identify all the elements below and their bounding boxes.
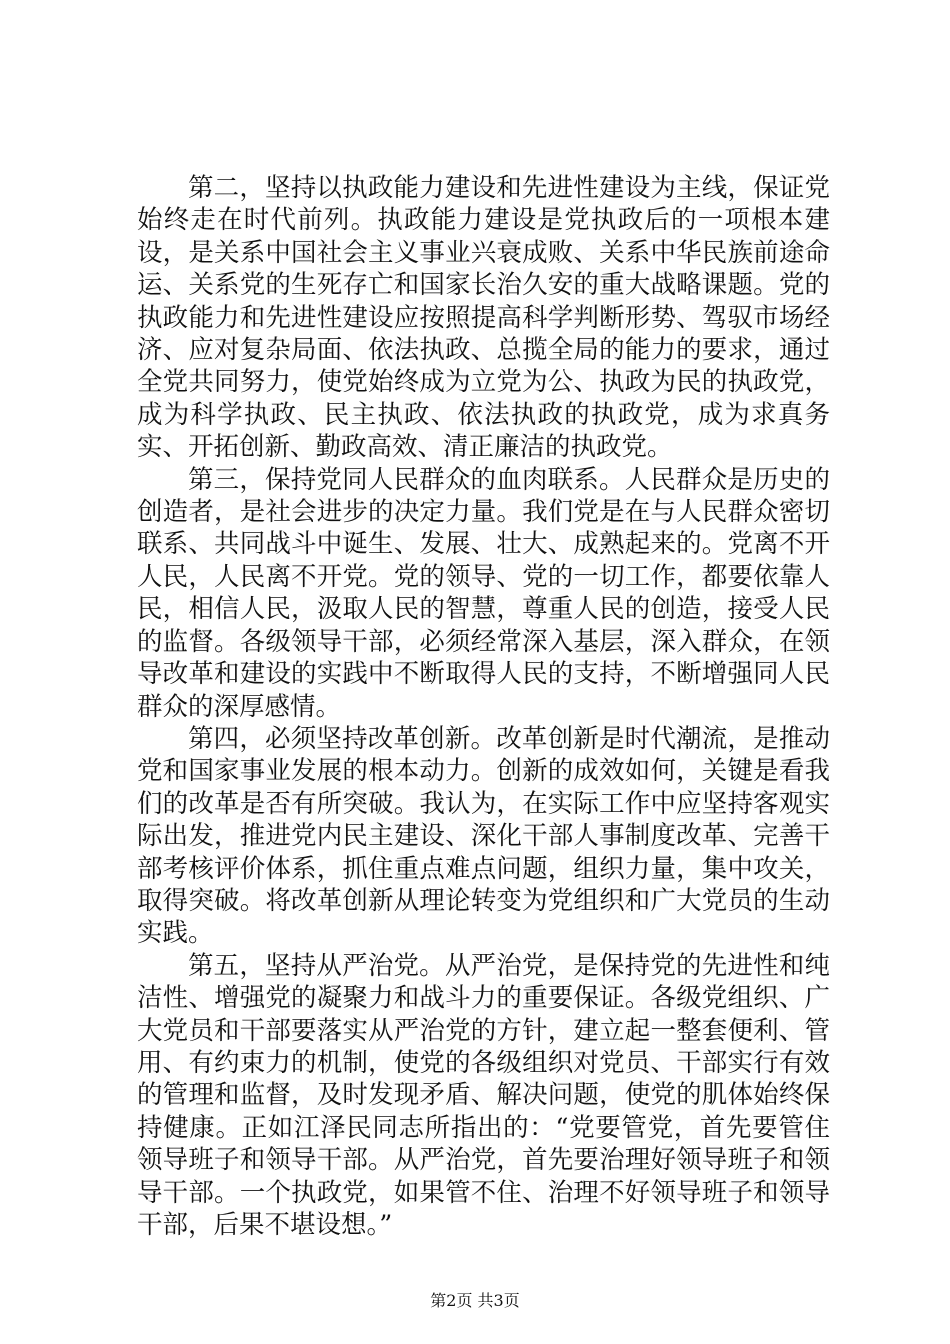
- page-footer: 第2页 共3页: [430, 1291, 520, 1310]
- paragraph-fourth-point: 第四，必须坚持改革创新。改革创新是时代潮流，是推动党和国家事业发展的根本动力。创新的成效如何，关键是看我们的改革是否有所突破。我认为，在实际工作中应坚持客观实际出发，推进党内民主建设、深化干部人事制度改革、完善干部考核评价体系，抓住重点难点问题，组织力量，集中攻关，取得突破。将改革创新从理论转变为党组织和广大党员的生动实践。: [137, 723, 830, 949]
- paragraph-second-point: 第二，坚持以执政能力建设和先进性建设为主线，保证党始终走在时代前列。执政能力建设是党执政后的一项根本建设，是关系中国社会主义事业兴衰成败、关系中华民族前途命运、关系党的生死存亡和国家长治久安的重大战略课题。党的执政能力和先进性建设应按照提高科学判断形势、驾驭市场经济、应对复杂局面、依法执政、总揽全局的能力的要求，通过全党共同努力，使党始终成为立党为公、执政为民的执政党，成为科学执政、民主执政、依法执政的执政党，成为求真务实、开拓创新、勤政高效、清正廉洁的执政党。: [137, 173, 830, 463]
- document-body: [137, 172, 830, 1241]
- paragraph-third-point: 第三，保持党同人民群众的血肉联系。人民群众是历史的创造者，是社会进步的决定力量。我们党是在与人民群众密切联系、共同战斗中诞生、发展、壮大、成熟起来的。党离不开人民，人民离不开党。党的领导、党的一切工作，都要依靠人民，相信人民，汲取人民的智慧，尊重人民的创造，接受人民的监督。各级领导干部，必须经常深入基层，深入群众，在领导改革和建设的实践中不断取得人民的支持，不断增强同人民群众的深厚感情。: [137, 464, 830, 722]
- paragraph-fifth-point: 第五，坚持从严治党。从严治党，是保持党的先进性和纯洁性、增强党的凝聚力和战斗力的重要保证。各级党组织、广大党员和干部要落实从严治党的方针，建立起一整套便利、管用、有约束力的机制，使党的各级组织对党员、干部实行有效的管理和监督，及时发现矛盾、解决问题，使党的肌体始终保持健康。正如江泽民同志所指出的：“党要管党，首先要管住领导班子和领导干部。从严治党，首先要治理好领导班子和领导干部。一个执政党，如果管不住、治理不好领导班子和领导干部，后果不堪设想。”: [137, 950, 830, 1240]
